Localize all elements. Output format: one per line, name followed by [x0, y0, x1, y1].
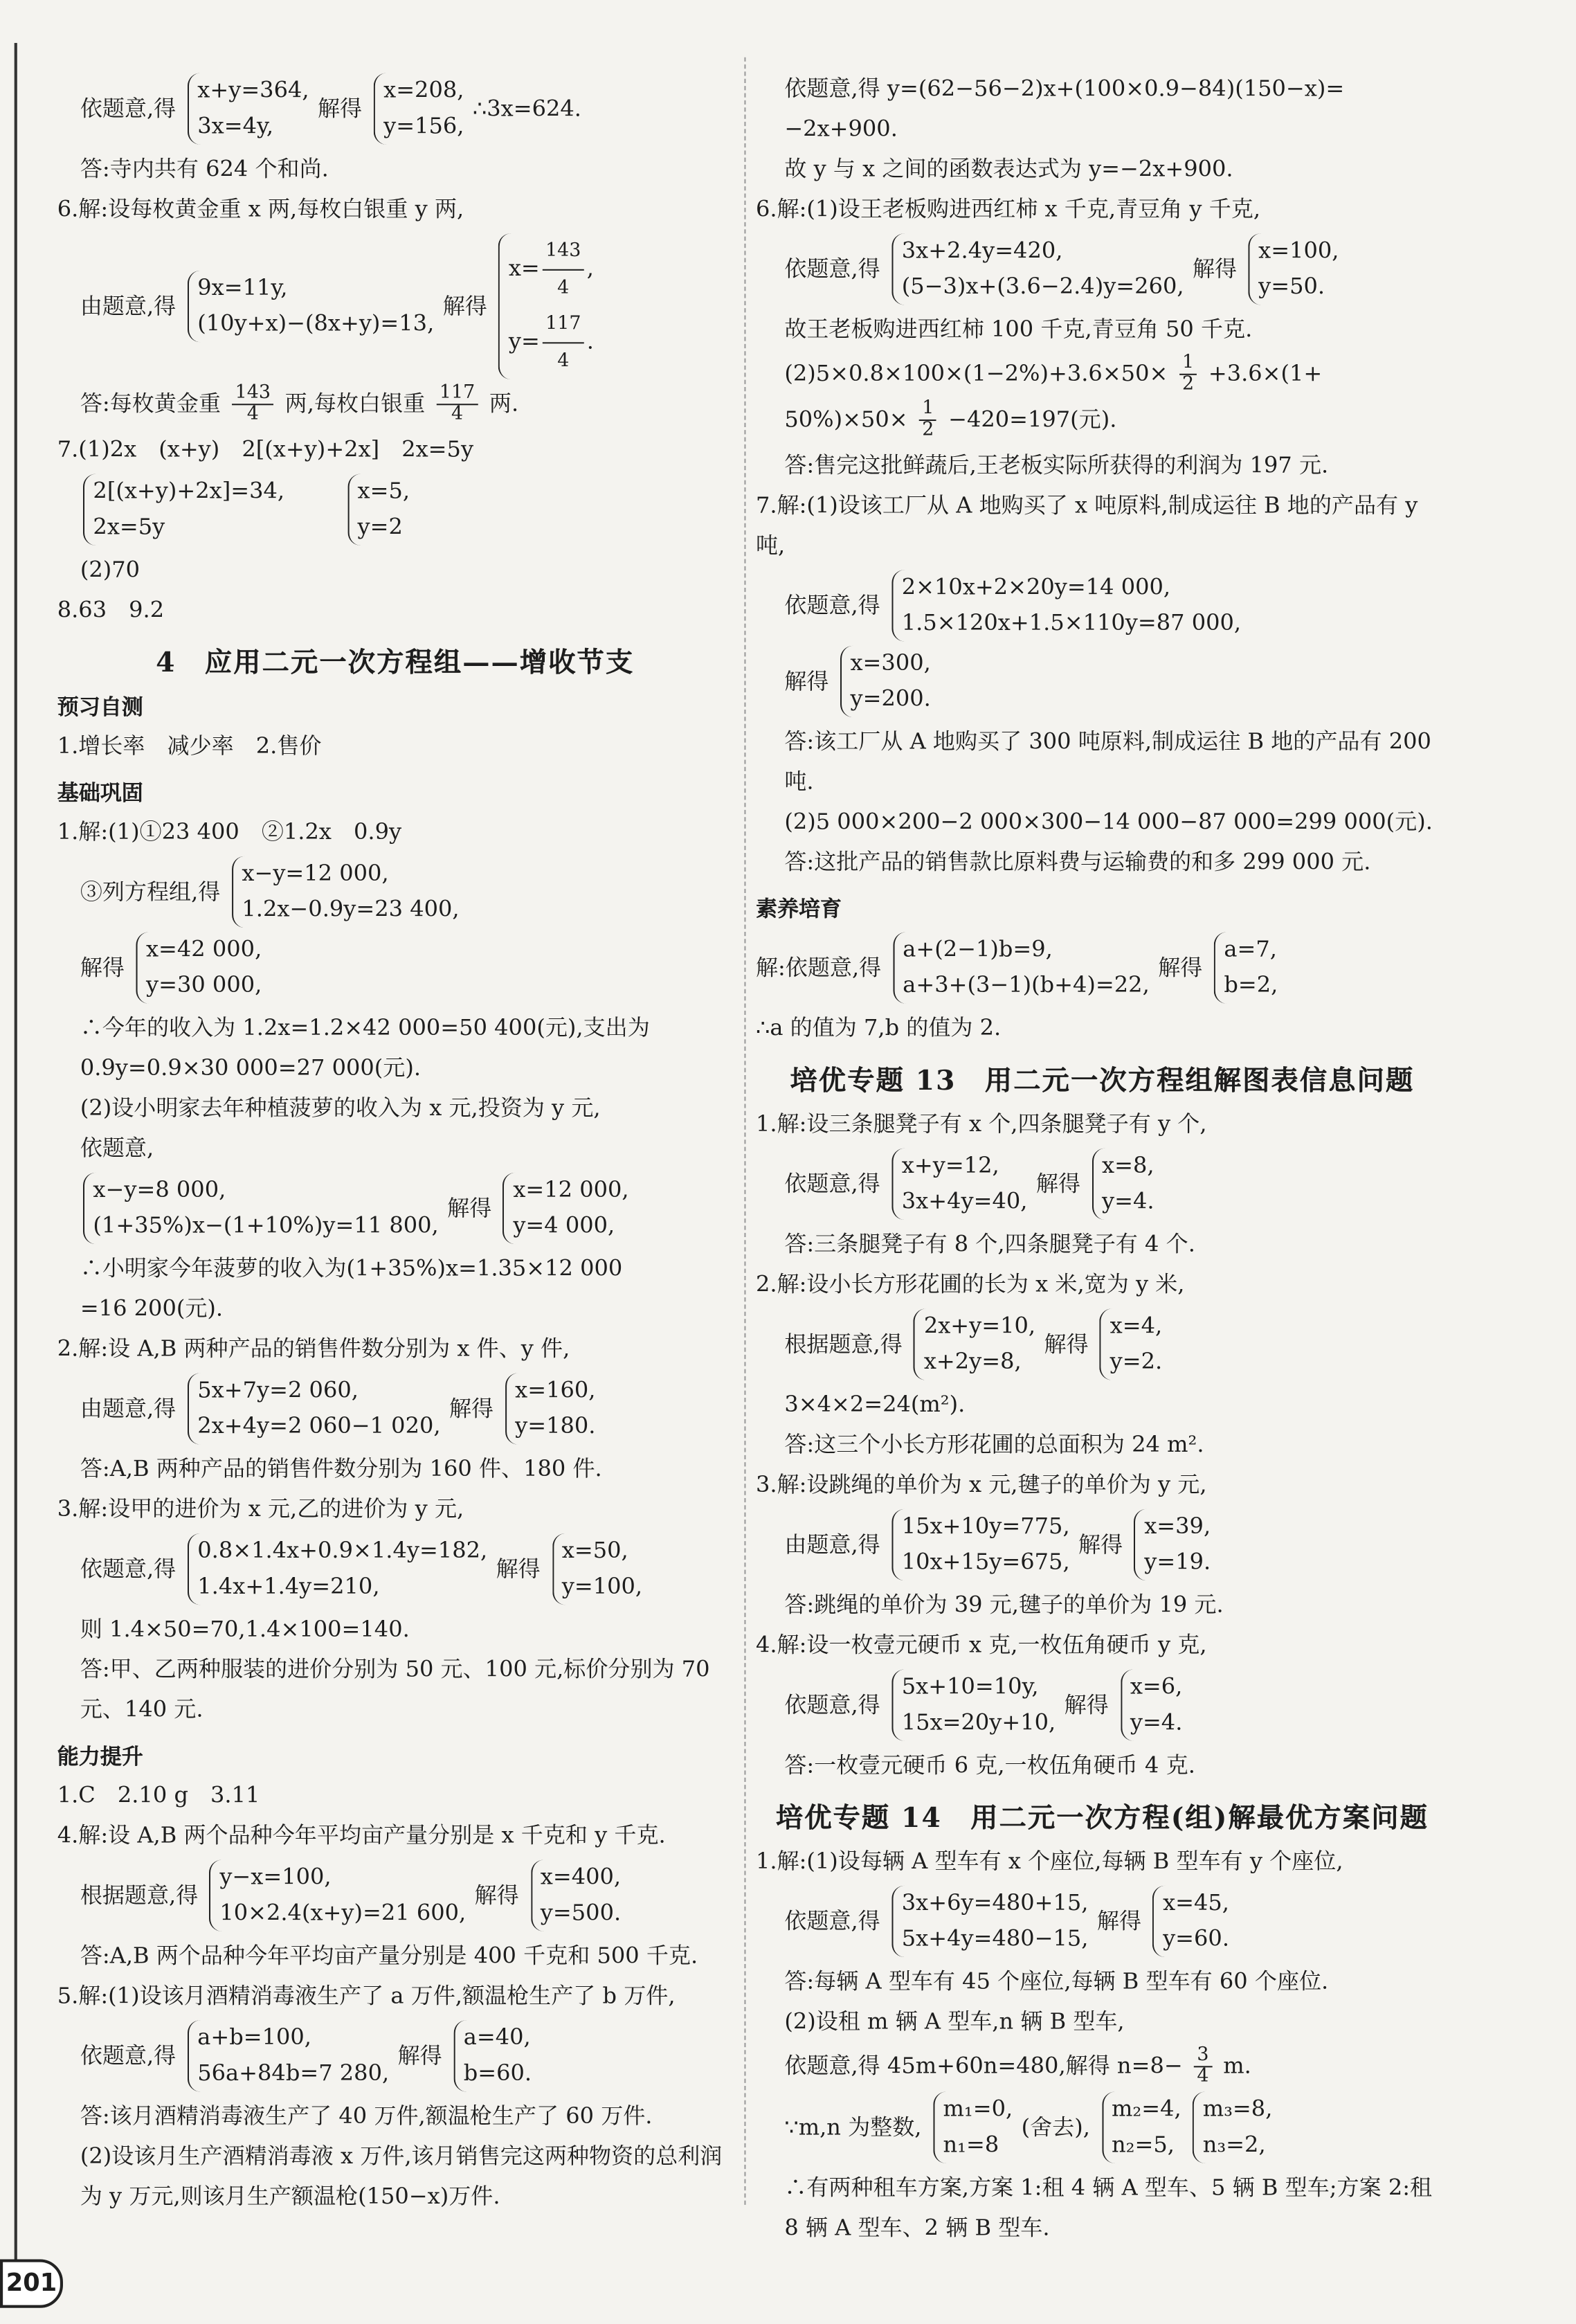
- fraction: [919, 399, 936, 441]
- answer-line: [756, 399, 1449, 441]
- right-column: [756, 69, 1449, 2248]
- section-title: 培优专题 13 用二元一次方程组解图表信息问题: [790, 1065, 1415, 1097]
- equation-row: [57, 73, 733, 144]
- equation-system: [188, 73, 309, 144]
- equation: m₃=8,: [1202, 2096, 1273, 2122]
- fraction: [1179, 354, 1197, 395]
- equation: b=60.: [463, 2060, 532, 2087]
- equation-row: [756, 932, 1449, 1003]
- text: 依题意,得: [80, 2042, 176, 2069]
- solution-system: [1100, 1308, 1162, 1380]
- equation-system: [891, 1669, 1056, 1740]
- subsection-heading: 基础巩固: [57, 780, 143, 807]
- text: −420=197(元).: [948, 406, 1117, 433]
- solution-system: [1120, 1669, 1182, 1740]
- equation: x+y=364,: [197, 77, 309, 103]
- text: 由题意,得: [784, 1531, 880, 1558]
- solution-system: [1134, 1509, 1211, 1580]
- equation-row: [57, 1859, 733, 1931]
- solution-system: [453, 2020, 532, 2091]
- text: 依题意,得: [784, 255, 880, 282]
- column-divider: [744, 57, 745, 2205]
- equation: 2[(x+y)+2x]=34,: [93, 478, 285, 504]
- equation: (5−3)x+(3.6−2.4)y=260,: [901, 273, 1184, 300]
- answer-line: 答:甲、乙两种服装的进价分别为 50 元、100 元,标价分别为 70 元、140 元.: [80, 1656, 710, 1722]
- question-line: 1.解:(1)①23 400 ②1.2x 0.9y: [57, 818, 402, 845]
- text: (2)5×0.8×100×(1−2%)+3.6×50×: [784, 361, 1168, 387]
- equation: y=4.: [1130, 1709, 1183, 1736]
- equation: y=19.: [1144, 1549, 1211, 1575]
- answer-line: =16 200(元).: [80, 1295, 224, 1322]
- text: 解得: [496, 1555, 541, 1582]
- question-line: 2.解:设小长方形花圃的长为 x 米,宽为 y 米,: [755, 1271, 1185, 1297]
- solution-system: [347, 474, 410, 546]
- equation-row: [57, 233, 733, 379]
- equation-row: [756, 1308, 1449, 1380]
- equation-row: [756, 2091, 1449, 2163]
- equation-system: [893, 932, 1150, 1003]
- equation: y=60.: [1163, 1925, 1230, 1952]
- equation: a+b=100,: [197, 2024, 312, 2051]
- equation-row: [57, 2020, 733, 2091]
- text: 两,每枚白银重: [284, 390, 426, 417]
- equation: 10×2.4(x+y)=21 600,: [219, 1900, 467, 1926]
- equation-system: [933, 2091, 1013, 2163]
- equation: n₂=5,: [1111, 2132, 1175, 2158]
- solution-system: [552, 1533, 642, 1605]
- equation: x= $\frac{143}{4}$ ,: [509, 233, 594, 306]
- equation: x=8,: [1102, 1152, 1154, 1179]
- equation: 2x+y=10,: [923, 1313, 1036, 1339]
- equation: x=208,: [383, 77, 464, 103]
- question-line: 4.解:设一枚壹元硬币 x 克,一枚伍角硬币 y 克,: [755, 1632, 1207, 1658]
- text: 根据题意,得: [80, 1882, 199, 1908]
- numerator: 3: [1194, 2046, 1211, 2067]
- subsection-heading: 能力提升: [57, 1743, 143, 1770]
- denominator: 2: [1182, 373, 1195, 395]
- equation: n₃=2,: [1202, 2132, 1266, 2158]
- equation: y=200.: [850, 685, 931, 712]
- equation: 10x+15y=675,: [901, 1549, 1070, 1575]
- equation-row: [57, 1533, 733, 1605]
- answer-line: 答:A,B 两种产品的销售件数分别为 160 件、180 件.: [80, 1456, 602, 1482]
- fraction: [1194, 2046, 1211, 2087]
- answer-line: 答:A,B 两个品种今年平均亩产量分别是 400 千克和 500 千克.: [80, 1943, 698, 1969]
- numerator: 1: [919, 399, 936, 421]
- equation: x=6,: [1130, 1673, 1183, 1700]
- equation: x=50,: [561, 1538, 628, 1564]
- numerator: 1: [1179, 354, 1197, 375]
- equation: x=300,: [850, 649, 931, 676]
- equation-row: [756, 233, 1449, 305]
- text: 解得: [1158, 954, 1203, 980]
- text: 由题意,得: [80, 1395, 176, 1421]
- answer-line: 1.C 2.10 g 3.11: [57, 1782, 260, 1809]
- answer-line: 故王老板购进西红柿 100 千克,青豆角 50 千克.: [784, 316, 1253, 343]
- answer-line: ∴小明家今年菠萝的收入为(1+35%)x=1.35×12 000: [80, 1255, 623, 1281]
- denominator: 4: [451, 404, 464, 426]
- denominator: 2: [922, 419, 934, 441]
- equation-row: [57, 856, 733, 928]
- text: 解得: [1044, 1331, 1089, 1357]
- subsection-heading: 素养培育: [755, 896, 842, 922]
- equation: m₁=0,: [943, 2096, 1013, 2122]
- text: 依题意,得: [784, 592, 880, 618]
- equation: x=400,: [540, 1864, 622, 1890]
- text: 解得: [397, 2042, 442, 2069]
- equation: 2×10x+2×20y=14 000,: [901, 574, 1171, 600]
- question-line: 3.解:设跳绳的单价为 x 元,毽子的单价为 y 元,: [755, 1472, 1207, 1498]
- equation-row: [57, 1373, 733, 1444]
- page-number: 201: [0, 2259, 63, 2307]
- equation-row: [57, 932, 733, 1003]
- equation: 3x+4y=40,: [901, 1188, 1028, 1214]
- left-column: [57, 69, 733, 2216]
- answer-line: 答:这三个小长方形花圃的总面积为 24 m².: [784, 1432, 1204, 1458]
- answer-line: 故 y 与 x 之间的函数表达式为 y=−2x+900.: [784, 156, 1233, 182]
- equation: y=30 000,: [145, 972, 262, 998]
- equation: 0.8×1.4x+0.9×1.4y=182,: [197, 1538, 488, 1564]
- equation: x=4,: [1109, 1313, 1163, 1339]
- question-line: 3.解:设甲的进价为 x 元,乙的进价为 y 元,: [57, 1496, 464, 1522]
- text: ∵m,n 为整数,: [784, 2114, 922, 2140]
- solution-system: [1153, 1886, 1229, 1957]
- text: 依题意,得: [784, 1691, 880, 1718]
- answer-line: 答:这批产品的销售款比原料费与运输费的和多 299 000 元.: [784, 849, 1371, 875]
- equation: x=160,: [515, 1377, 596, 1403]
- answer-line: (2)5 000×200−2 000×300−14 000−87 000=299 000(元).: [784, 809, 1433, 835]
- question-line: 6.解:设每枚黄金重 x 两,每枚白银重 y 两,: [57, 196, 464, 222]
- solution-system: [840, 646, 931, 717]
- answer-line: 3×4×2=24(m²).: [784, 1391, 966, 1418]
- equation: a+3+(3−1)(b+4)=22,: [903, 972, 1150, 998]
- answer-line: 则 1.4×50=70,1.4×100=140.: [80, 1616, 410, 1643]
- equation: 2x=5y: [93, 514, 165, 540]
- answer-line: 答:跳绳的单价为 39 元,毽子的单价为 19 元.: [784, 1592, 1224, 1618]
- equation: x+y=12,: [901, 1152, 999, 1179]
- equation: x−y=12 000,: [242, 860, 389, 887]
- denominator: 4: [246, 404, 259, 426]
- equation: x=42 000,: [145, 936, 262, 962]
- section-title: 4 应用二元一次方程组——增收节支: [156, 647, 635, 679]
- equation: (1+35%)x−(1+10%)y=11 800,: [93, 1212, 439, 1238]
- text: 解得: [317, 95, 363, 121]
- equation-row: [756, 1509, 1449, 1580]
- denominator: 4: [1197, 2066, 1209, 2088]
- numerator: 143: [233, 384, 274, 405]
- equation: x=100,: [1258, 237, 1339, 264]
- question-line: 4.解:设 A,B 两个品种今年平均亩产量分别是 x 千克和 y 千克.: [57, 1822, 666, 1848]
- equation: y=156,: [383, 113, 464, 139]
- solution-system: [1249, 233, 1339, 305]
- answer-line: [756, 2046, 1449, 2087]
- equation-system: [1101, 2091, 1181, 2163]
- equation: 1.5×120x+1.5×110y=87 000,: [901, 610, 1242, 636]
- equation: a+(2−1)b=9,: [903, 936, 1053, 962]
- equation-system: [188, 1533, 487, 1605]
- equation: y=50.: [1258, 273, 1325, 300]
- equation-system: [188, 1373, 441, 1444]
- equation: y=4.: [1102, 1188, 1154, 1214]
- text: 解:依题意,得: [755, 954, 882, 980]
- question-line: 2.解:设 A,B 两种产品的销售件数分别为 x 件、y 件,: [57, 1335, 570, 1362]
- answer-line: (2)设租 m 辆 A 型车,n 辆 B 型车,: [784, 2008, 1125, 2035]
- solution-system: [136, 932, 262, 1003]
- answer-line: ∴今年的收入为 1.2x=1.2×42 000=50 400(元),支出为: [80, 1015, 650, 1041]
- text: 依题意,得: [80, 1555, 176, 1582]
- section-title: 培优专题 14 用二元一次方程(组)解最优方案问题: [775, 1802, 1429, 1835]
- text: 解得: [1064, 1691, 1109, 1718]
- subsection-heading: 预习自测: [57, 694, 143, 721]
- equation-system: [83, 474, 284, 546]
- question-line: 7.解:(1)设该工厂从 A 地购买了 x 吨原料,制成运往 B 地的产品有 y 吨,: [755, 492, 1418, 559]
- text: 解得: [1192, 255, 1238, 282]
- answer-line: 答:每辆 A 型车有 45 个座位,每辆 B 型车有 60 个座位.: [784, 1968, 1329, 1994]
- solution-system: [498, 233, 594, 379]
- equation: x=12 000,: [513, 1176, 629, 1203]
- solution-system: [530, 1859, 621, 1931]
- fraction: [437, 384, 478, 425]
- equation: y=2.: [1109, 1349, 1163, 1375]
- equation: y=100,: [561, 1573, 643, 1600]
- equation: x+2y=8,: [923, 1349, 1022, 1375]
- text: 依题意,得: [784, 1907, 880, 1934]
- answer-line: 0.9y=0.9×30 000=27 000(元).: [80, 1055, 422, 1081]
- equation: 5x+10=10y,: [901, 1673, 1039, 1700]
- text: 解得: [1096, 1907, 1142, 1934]
- equation-system: [891, 233, 1184, 305]
- equation: y−x=100,: [219, 1864, 332, 1890]
- solution-system: [1092, 1149, 1154, 1220]
- solution-system: [374, 73, 464, 144]
- text: x=: [508, 255, 540, 282]
- answer-line: 答:售完这批鲜蔬后,王老板实际所获得的利润为 197 元.: [784, 452, 1329, 478]
- equation-system: [232, 856, 460, 928]
- equation: x−y=8 000,: [93, 1176, 226, 1203]
- question-line: 1.解:设三条腿凳子有 x 个,四条腿凳子有 y 个,: [755, 1110, 1207, 1137]
- text: 由题意,得: [80, 292, 176, 319]
- equation-row: [756, 646, 1449, 717]
- answer-line: 答:寺内共有 624 个和尚.: [80, 156, 329, 182]
- equation-system: [1193, 2091, 1272, 2163]
- equation: y=4 000,: [513, 1212, 615, 1238]
- equation-system: [83, 1173, 439, 1244]
- fraction: [543, 233, 584, 306]
- answer-line: 依题意,得 y=(62−56−2)x+(100×0.9−84)(150−x)=: [784, 75, 1345, 102]
- question-line: 7.(1)2x (x+y) 2[(x+y)+2x] 2x=5y: [57, 436, 474, 462]
- answer-line: 1.增长率 减少率 2.售价: [57, 732, 322, 759]
- equation: 3x=4y,: [197, 113, 274, 139]
- solution-system: [503, 1173, 629, 1244]
- numerator: 117: [437, 384, 478, 405]
- answer-line: 答:一枚壹元硬币 6 克,一枚伍角硬币 4 克.: [784, 1752, 1195, 1778]
- text: 解得: [449, 1395, 494, 1421]
- equation: (10y+x)−(8x+y)=13,: [197, 310, 435, 337]
- denominator: 4: [557, 278, 570, 300]
- answer-line: [57, 384, 733, 425]
- equation-row: [756, 1149, 1449, 1220]
- equation-system: [891, 570, 1241, 641]
- answer-line: (2)设小明家去年种植菠萝的收入为 x 元,投资为 y 元,: [80, 1095, 601, 1122]
- equation: 56a+84b=7 280,: [197, 2060, 390, 2087]
- text: 解得: [442, 292, 487, 319]
- text: 解得: [474, 1882, 519, 1908]
- answer-line: (2)设该月生产酒精消毒液 x 万件,该月销售完这两种物资的总利润为 y 万元,则该月生产额温枪(150−x)万件.: [80, 2143, 723, 2210]
- equation: x=5,: [357, 478, 410, 504]
- answer-line: ∴有两种租车方案,方案 1:租 4 辆 A 型车、5 辆 B 型车;方案 2:租 8 辆 A 型车、2 辆 B 型车.: [784, 2174, 1433, 2241]
- equation-row: [756, 1669, 1449, 1740]
- denominator: 4: [557, 350, 570, 372]
- answer-line: 答:该月酒精消毒液生产了 40 万件,额温枪生产了 60 万件.: [80, 2103, 653, 2129]
- answer-line: (2)70: [80, 557, 141, 583]
- answer-line: 答:三条腿凳子有 8 个,四条腿凳子有 4 个.: [784, 1231, 1195, 1257]
- equation: 1.4x+1.4y=210,: [197, 1573, 380, 1600]
- text: y=: [508, 328, 540, 354]
- text: 根据题意,得: [784, 1331, 903, 1357]
- equation-row: [756, 1886, 1449, 1957]
- equation: y= $\frac{117}{4}$ .: [509, 307, 594, 379]
- equation-system: [188, 2020, 389, 2091]
- answer-line: 答:该工厂从 A 地购买了 300 吨原料,制成运往 B 地的产品有 200 吨.: [784, 728, 1431, 795]
- text: m.: [1223, 2053, 1251, 2079]
- equation: 2x+4y=2 060−1 020,: [197, 1413, 441, 1439]
- text: (舍去),: [1021, 2114, 1090, 2140]
- answer-line: [756, 354, 1449, 395]
- equation-system: [188, 271, 434, 342]
- equation: y=180.: [515, 1413, 596, 1439]
- question-line: 5.解:(1)设该月酒精消毒液生产了 a 万件,额温枪生产了 b 万件,: [57, 1983, 676, 2009]
- equation: 9x=11y,: [197, 275, 288, 301]
- equation-system: [210, 1859, 466, 1931]
- text: ∴3x=624.: [472, 95, 582, 121]
- equation-system: [891, 1509, 1069, 1580]
- answer-line: 8.63 9.2: [57, 597, 165, 623]
- equation: a=40,: [463, 2024, 531, 2051]
- equation: x=45,: [1163, 1889, 1230, 1916]
- text: ③列方程组,得: [80, 878, 221, 905]
- text: 依题意,得: [80, 95, 176, 121]
- text: 解得: [80, 954, 125, 980]
- text: 解得: [784, 667, 829, 694]
- equation-system: [891, 1149, 1027, 1220]
- equation: 5x+4y=480−15,: [901, 1925, 1089, 1952]
- equation: n₁=8: [943, 2132, 999, 2158]
- equation: b=2,: [1224, 972, 1278, 998]
- fraction: [543, 307, 584, 379]
- text: 两.: [489, 390, 519, 417]
- text: 依题意,得: [784, 1170, 880, 1196]
- solution-system: [505, 1373, 596, 1444]
- text: +3.6×(1+: [1208, 361, 1323, 387]
- solution-system: [1214, 932, 1278, 1003]
- equation: a=7,: [1224, 936, 1277, 962]
- text: 50%)×50×: [784, 406, 908, 433]
- text: 答:每枚黄金重: [80, 390, 221, 417]
- equation-row: [57, 1173, 733, 1244]
- text: 解得: [1078, 1531, 1123, 1558]
- equation: y=500.: [540, 1900, 622, 1926]
- equation: 5x+7y=2 060,: [197, 1377, 359, 1403]
- equation: x=39,: [1144, 1513, 1211, 1540]
- question-line: 6.解:(1)设王老板购进西红柿 x 千克,青豆角 y 千克,: [755, 196, 1261, 222]
- equation: 1.2x−0.9y=23 400,: [242, 896, 460, 922]
- equation-system: [891, 1886, 1088, 1957]
- equation: 3x+6y=480+15,: [901, 1889, 1089, 1916]
- fraction: [233, 384, 274, 425]
- equation: m₂=4,: [1111, 2096, 1181, 2122]
- answer-line: 依题意,: [80, 1135, 154, 1162]
- equation-row: [756, 570, 1449, 641]
- text: 依题意,得 45m+60n=480,解得 n=8−: [784, 2053, 1183, 2079]
- equation: 15x=20y+10,: [901, 1709, 1056, 1736]
- margin-line: [15, 43, 17, 2291]
- text: 解得: [447, 1194, 492, 1221]
- answer-line: −2x+900.: [784, 116, 898, 142]
- answer-line: ∴a 的值为 7,b 的值为 2.: [755, 1015, 1002, 1041]
- equation-row: [57, 474, 733, 546]
- equation: 15x+10y=775,: [901, 1513, 1070, 1540]
- equation-system: [914, 1308, 1035, 1380]
- equation: y=2: [357, 514, 403, 540]
- numerator: 143: [543, 233, 584, 271]
- numerator: 117: [543, 307, 584, 344]
- question-line: 1.解:(1)设每辆 A 型车有 x 个座位,每辆 B 型车有 y 个座位,: [755, 1848, 1343, 1875]
- equation: 3x+2.4y=420,: [901, 237, 1063, 264]
- text: 解得: [1035, 1170, 1081, 1196]
